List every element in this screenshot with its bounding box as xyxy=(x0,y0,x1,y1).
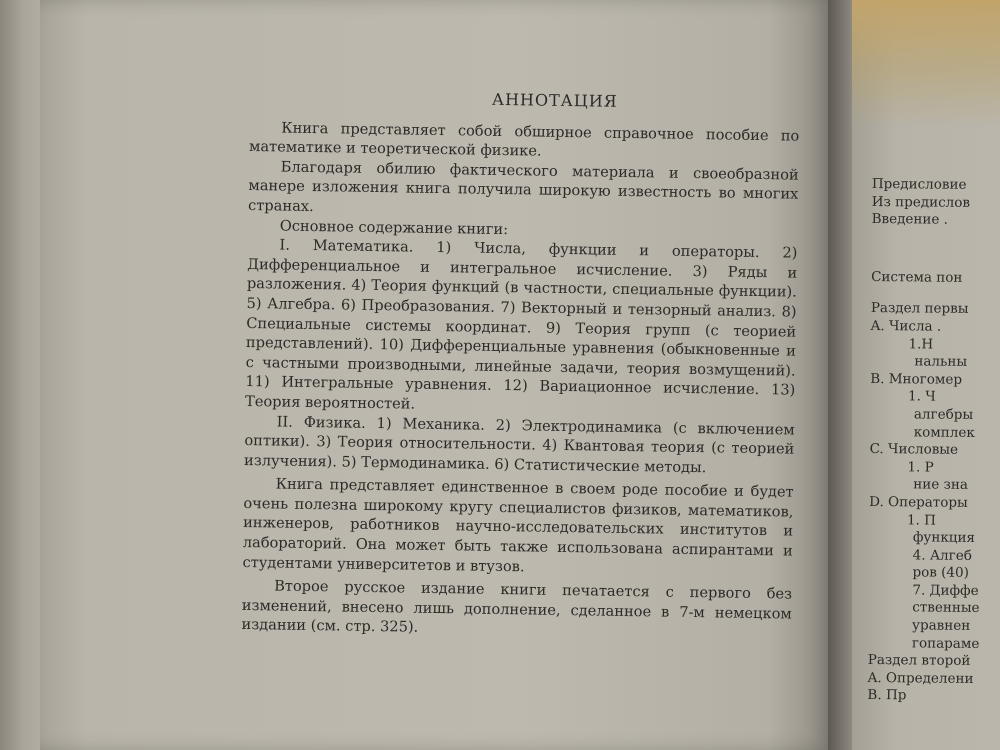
right-page-tint xyxy=(852,0,1000,130)
toc-line: Предисловие xyxy=(871,176,967,193)
toc-fragment xyxy=(867,176,1000,706)
toc-line: 1. Ч xyxy=(908,388,936,405)
toc-line: комплек xyxy=(913,423,975,441)
toc-line: B. Пр xyxy=(867,687,907,704)
toc-line: уравнен xyxy=(912,617,971,634)
annotation-paragraph-3: Основное содержание книги: xyxy=(279,217,509,238)
toc-line: C. Числовые xyxy=(869,441,959,458)
toc-line: ров (40) xyxy=(912,564,969,582)
toc-line: 1. Р xyxy=(907,459,934,476)
toc-line: A. Числа . xyxy=(870,317,942,335)
toc-line: 7. Диффе xyxy=(912,582,979,599)
toc-line: ственные xyxy=(912,599,980,617)
annotation-paragraph-2: Благодаря обилию фактического материала и своеобразной манере изложения книга получила широкую известность во многих странах. xyxy=(247,158,799,215)
toc-line: D. Операторы xyxy=(869,493,968,511)
annotation-paragraph-4: I. Математика. 1) Числа, функции и операторы. 2) Дифференциальное и интегральное исчисление. 3) Ряды и разложения. 4) Теория функций (в частности, специальные функции). 5) Алгебра. 6) Преобразования. 7) Векторный и тензорный анализ. 8) Специальные системы координат. 9) Теория групп (с теорией представлений). 10) Дифференциальные уравнения (обыкновенные и с частными производными, линейные задачи, теория возмущений). 11) Интегральные уравнения. 12) Вариационное исчисление. 13) Теория вероятностей. xyxy=(244,236,798,413)
annotation-paragraph-5: II. Физика. 1) Механика. 2) Электродинамика (с включением оптики). 3) Теория относительности. 4) Квантовая теория (с теорией излучения). 5) Термодинамика. 6) Статистические методы. xyxy=(243,412,795,476)
toc-line: Из предислов xyxy=(871,193,971,211)
toc-line: алгебры xyxy=(913,406,974,423)
annotation-paragraph-1: Книга представляет собой обширное справочное пособие по математике и теоретической физике. xyxy=(248,119,800,160)
toc-line: A. Определени xyxy=(867,669,974,687)
annotation-heading: АННОТАЦИЯ xyxy=(491,89,618,111)
toc-line: Система пон xyxy=(871,268,963,286)
toc-line: нальны xyxy=(914,353,968,370)
toc-line: Раздел второй xyxy=(867,652,971,670)
toc-line: 4. Алгеб xyxy=(912,547,972,564)
annotation-block xyxy=(241,86,800,644)
toc-line: B. Многомер xyxy=(870,370,963,388)
toc-line: функция xyxy=(912,529,976,547)
annotation-paragraph-7: Второе русское издание книги печатается с первого без изменений, внесено лишь дополнение, сделанное в 7-м немецком издании (см. стр. 325). xyxy=(241,577,793,637)
toc-line: гопараме xyxy=(911,635,980,652)
toc-line: Раздел первы xyxy=(870,300,969,318)
toc-line: Введение . xyxy=(871,211,949,228)
toc-line: 1. П xyxy=(906,511,937,529)
annotation-paragraph-6: Книга представляет единственное в своем роде пособие и будет очень полезна широкому кругу специалистов физиков, математиков, инженеров, работников научно-исследовательских институтов и лабораторий. Она может быть также использована аспирантами и студентами университетов и втузов. xyxy=(242,475,794,576)
toc-line: ние зна xyxy=(913,476,969,494)
toc-line: 1.Н xyxy=(908,335,934,353)
